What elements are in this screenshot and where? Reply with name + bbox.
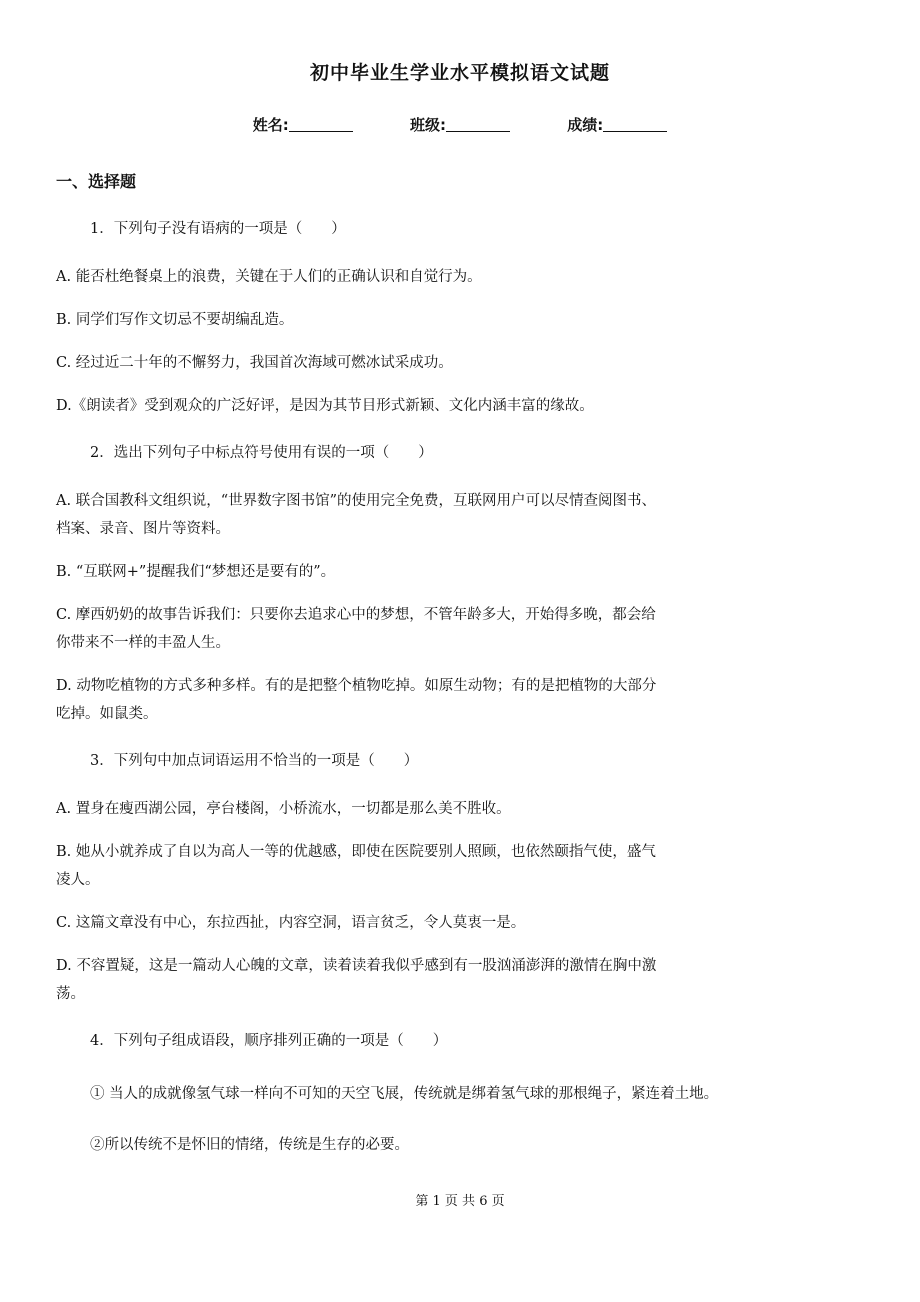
name-blank[interactable] [289,117,353,132]
page-title: 初中毕业生学业水平模拟语文试题 [309,62,610,84]
question-2-option-d-line2: 吃掉。如鼠类。 [56,706,158,722]
question-2-option-c-line1: C. 摩西奶奶的故事告诉我们：只要你去追求心中的梦想，不管年龄多大，开始得多晚，都会给 [56,607,656,623]
question-1-stem: 1．下列句子没有语病的一项是（ ） [90,221,346,237]
question-2-option-c-line2: 你带来不一样的丰盈人生。 [56,635,230,651]
question-3-option-c: C. 这篇文章没有中心，东拉西扯，内容空洞，语言贫乏，令人莫衷一是。 [56,915,526,931]
question-2-option-d-line1: D. 动物吃植物的方式多种多样。有的是把整个植物吃掉。如原生动物；有的是把植物的大部分 [56,678,657,694]
question-1-option-d: D.《朗读者》受到观众的广泛好评，是因为其节目形式新颖、文化内涵丰富的缘故。 [56,398,594,414]
name-field [253,114,353,135]
question-3-option-b-line2: 凌人。 [56,872,100,888]
page-footer: 第 1 页 共 6 页 [415,1194,505,1209]
score-label: 成绩: [567,116,604,134]
student-info-row [0,114,920,135]
class-field [410,114,510,135]
question-2-option-b: B. “互联网+”提醒我们“梦想还是要有的”。 [56,564,336,580]
question-3-option-a: A. 置身在瘦西湖公园，亭台楼阁，小桥流水，一切都是那么美不胜收。 [56,801,511,817]
score-blank[interactable] [603,117,667,132]
class-blank[interactable] [446,117,510,132]
section-heading-choice: 一、选择题 [56,172,137,191]
name-label: 姓名: [252,116,289,134]
question-2-option-a-line2: 档案、录音、图片等资料。 [56,521,230,537]
question-4-sentence-2: ②所以传统不是怀旧的情绪，传统是生存的必要。 [90,1137,409,1153]
question-3-option-b-line1: B. 她从小就养成了自以为高人一等的优越感，即使在医院要别人照顾，也依然颐指气使，盛气 [56,844,656,860]
question-3-stem: 3．下列句中加点词语运用不恰当的一项是（ ） [90,753,419,769]
question-2-option-a-line1: A. 联合国教科文组织说，“世界数字图书馆”的使用完全免费，互联网用户可以尽情查阅图书、 [56,493,657,509]
question-3-option-d-line2: 荡。 [56,986,85,1002]
score-field [567,114,667,135]
question-1-option-c: C. 经过近二十年的不懈努力，我国首次海域可燃冰试采成功。 [56,355,453,371]
class-label: 班级: [410,116,446,134]
question-1-option-b: B. 同学们写作文切忌不要胡编乱造。 [56,312,294,328]
question-2-stem: 2．选出下列句子中标点符号使用有误的一项（ ） [90,445,433,461]
question-3-option-d-line1: D. 不容置疑，这是一篇动人心魄的文章，读着读着我似乎感到有一股汹涌澎湃的激情在胸中激 [56,958,657,974]
question-4-sentence-1: ① 当人的成就像氢气球一样向不可知的天空飞展，传统就是绑着氢气球的那根绳子，紧连着土地。 [90,1086,719,1102]
question-1-option-a: A. 能否杜绝餐桌上的浪费，关键在于人们的正确认识和自觉行为。 [56,269,482,285]
question-4-stem: 4．下列句子组成语段，顺序排列正确的一项是（ ） [90,1033,448,1049]
